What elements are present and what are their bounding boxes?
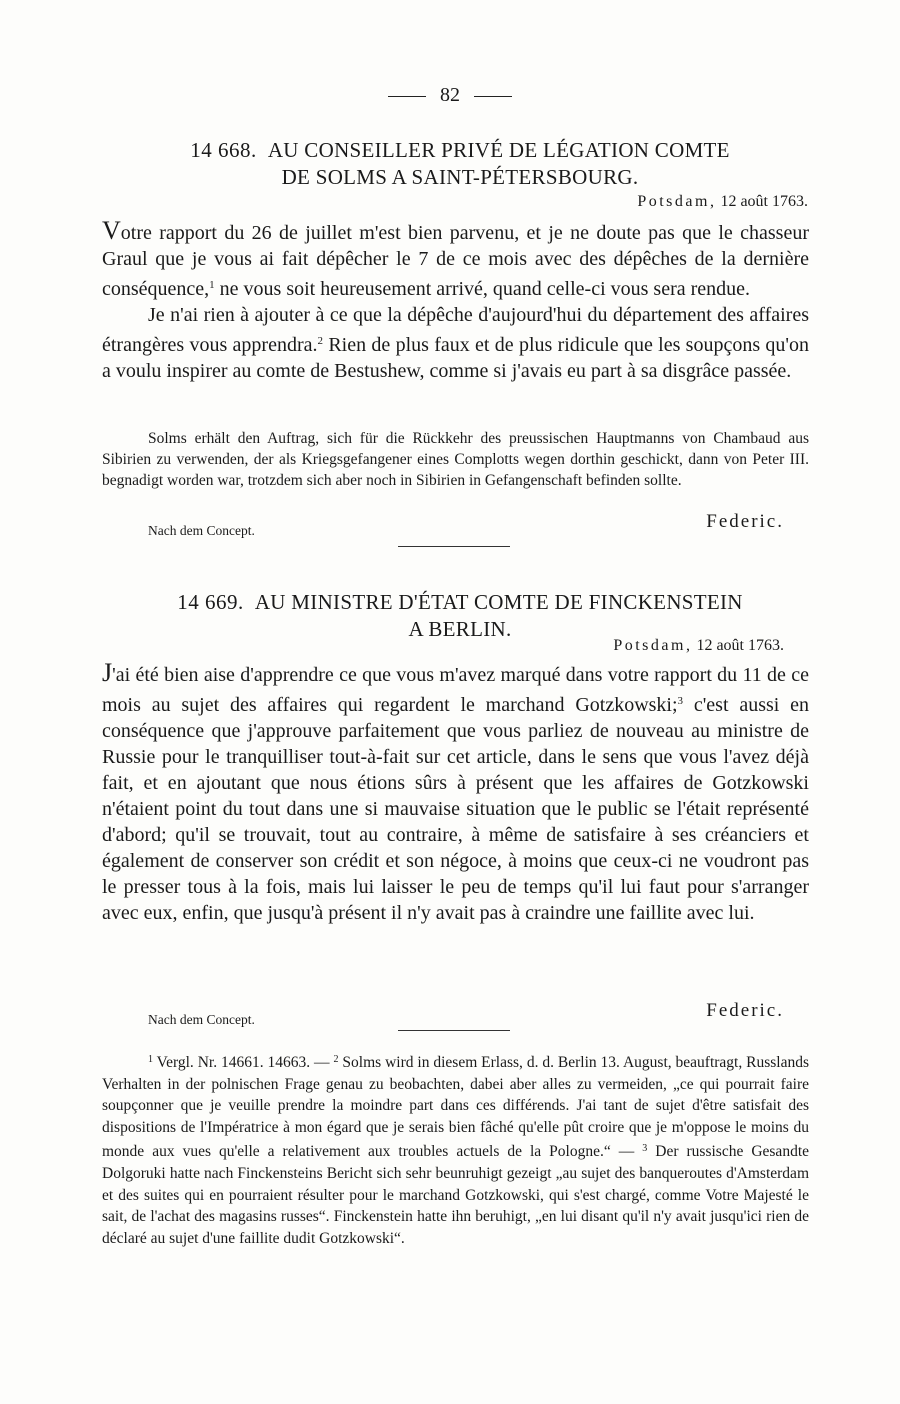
page-number bbox=[0, 84, 900, 107]
section-divider-1 bbox=[398, 546, 510, 547]
footnote-2-text: Solms wird in diesem Erlass, d. d. Berlin 13. August, beauftragt, Russlands Verhalten in der polnischen Frage genau zu beobachten, dabei aber alles zu vermeiden, „ce qui pourrait faire soupçonner que je veuille prendre la moindre part dans ces différends. J'ai tant de sujet d'être satisfait des dispositions de l'Impératrice à mon égard que je serais bien fâché qu'elle pût croire que je m'oppose le moins du monde aux vues qu'elle a relativement aux troubles actuels de la Pologne.“ — bbox=[102, 1054, 810, 1161]
letter1-p2-text-a: Je n'ai rien à ajouter à ce que la dépêche d'aujourd'hui du département des affaires étrangères vous apprendra. bbox=[102, 304, 809, 356]
letter1-paragraph-2 bbox=[102, 302, 809, 384]
footnote-ref-3: 3 bbox=[677, 695, 684, 707]
letter2-body bbox=[102, 658, 809, 926]
letter2-heading bbox=[110, 589, 810, 643]
letter2-dateline bbox=[613, 637, 784, 655]
section-divider-2 bbox=[398, 1030, 510, 1031]
footnote-3-text: Der russische Gesandte Dolgoruki hatte nach Finckensteins Bericht sich sehr beunruhigt gezeigt „au sujet des banqueroutes d'Amsterdam et des suites qui en pourraient résulter pour le marchand Gotzkowski, qui s'est chargé, comme Votre Majesté le sait, de l'achat des magasins russes“. Finckenstein hatte ihn beruhigt, „en lui disant qu'il n'y avait jusqu'ici rien de déclaré au sujet d'une faillite dudit Gotzkowski“. bbox=[102, 1143, 810, 1247]
footnote-mark-2: 2 bbox=[333, 1054, 339, 1065]
letter2-signature: Federic. bbox=[706, 1000, 784, 1021]
letter1-initial: V bbox=[102, 216, 121, 245]
footnotes bbox=[102, 1049, 809, 1249]
page-number-dash-left bbox=[388, 96, 426, 97]
letter1-place: Potsdam, bbox=[637, 193, 717, 210]
letter1-date: 12 août 1763. bbox=[720, 193, 808, 210]
letter2-p1-text-b: c'est aussi en conséquence que j'approuve parfaitement que vous parliez de nouveau au ministre de Russie pour le tranquilliser tout-à-fait sur cet article, dans le sens que vous l'avez déjà fait, et en ajoutant que nous étions sûrs à présent que les affaires de Gotzkowski n'étaient point du tout dans une si mauvaise situation que le public se l'était représenté d'abord; qu'il se trouvait, tout au contraire, à même de satisfaire à ses créanciers et également de conserver son crédit et son négoce, à moins que ceux-ci ne voudront pas le presser tous à la fois, mais lui laisser le peu de temps qu'il lui faut pour s'arranger avec eux, enfin, que jusqu'à présent il n'y avait pas à craindre une faillite avec lui. bbox=[102, 694, 809, 924]
letter1-summary: Solms erhält den Auftrag, sich für die Rückkehr des preussischen Hauptmanns von Chambaud aus Sibirien zu verwenden, der als Kriegsgefangener eines Complotts wegen dorthin geschickt, dann von Peter III. begnadigt worden war, trotzdem sich aber noch in Sibirien in Gefangenschaft befinden sollte. bbox=[102, 430, 809, 489]
letter1-p1-text-b: ne vous soit heureusement arrivé, quand celle-ci vous sera rendue. bbox=[214, 278, 751, 300]
letter2-place: Potsdam, bbox=[613, 637, 693, 654]
footnote-ref-2: 2 bbox=[317, 335, 324, 347]
letter2-initial: J bbox=[102, 658, 113, 687]
letter1-p1-text-a: otre rapport du 26 de juillet m'est bien parvenu, et je ne doute pas que le chasseur Graul que je vous ai fait dépêcher le 7 de ce mois avec des dépêches de la dernière conséquence, bbox=[102, 222, 809, 300]
footnote-ref-1: 1 bbox=[209, 279, 215, 291]
page-number-dash-right bbox=[474, 96, 512, 97]
footnote-mark-3: 3 bbox=[642, 1143, 648, 1155]
footnote-1-text: Vergl. Nr. 14661. 14663. — bbox=[156, 1054, 334, 1071]
letter2-date: 12 août 1763. bbox=[696, 637, 784, 654]
letter2-paragraph-1 bbox=[102, 658, 809, 926]
letter1-source: Nach dem Concept. bbox=[148, 523, 255, 538]
letter1-heading-line2: DE SOLMS A SAINT-PÉTERSBOURG. bbox=[281, 165, 639, 189]
letter1-paragraph-1 bbox=[102, 216, 809, 302]
letter1-dateline bbox=[637, 193, 808, 211]
letter2-heading-line1: AU MINISTRE D'ÉTAT COMTE DE FINCKENSTEIN bbox=[254, 590, 743, 614]
page-number-text: 82 bbox=[440, 84, 460, 106]
letter2-heading-line2: A BERLIN. bbox=[408, 617, 512, 641]
letter1-number: 14 668. bbox=[190, 138, 257, 162]
letter1-heading-line1: AU CONSEILLER PRIVÉ DE LÉGATION COMTE bbox=[267, 138, 730, 162]
letter1-p2-text-b: Rien de plus faux et de plus ridicule que les soupçons qu'on a voulu inspirer au comte de Bestushew, comme si j'avais eu part à sa disgrâce passée. bbox=[102, 334, 810, 382]
letter1-signature: Federic. bbox=[706, 511, 784, 532]
letter2-p1-text-a: 'ai été bien aise d'apprendre ce que vous m'avez marqué dans votre rapport du 11 de ce mois au sujet des affaires qui regardent le marchand Gotzkowski; bbox=[102, 664, 809, 716]
letter2-source: Nach dem Concept. bbox=[148, 1012, 255, 1027]
letter1-body bbox=[102, 216, 810, 384]
footnote-mark-1: 1 bbox=[148, 1054, 153, 1065]
letter2-number: 14 669. bbox=[177, 590, 244, 614]
letter1-heading bbox=[110, 137, 810, 191]
